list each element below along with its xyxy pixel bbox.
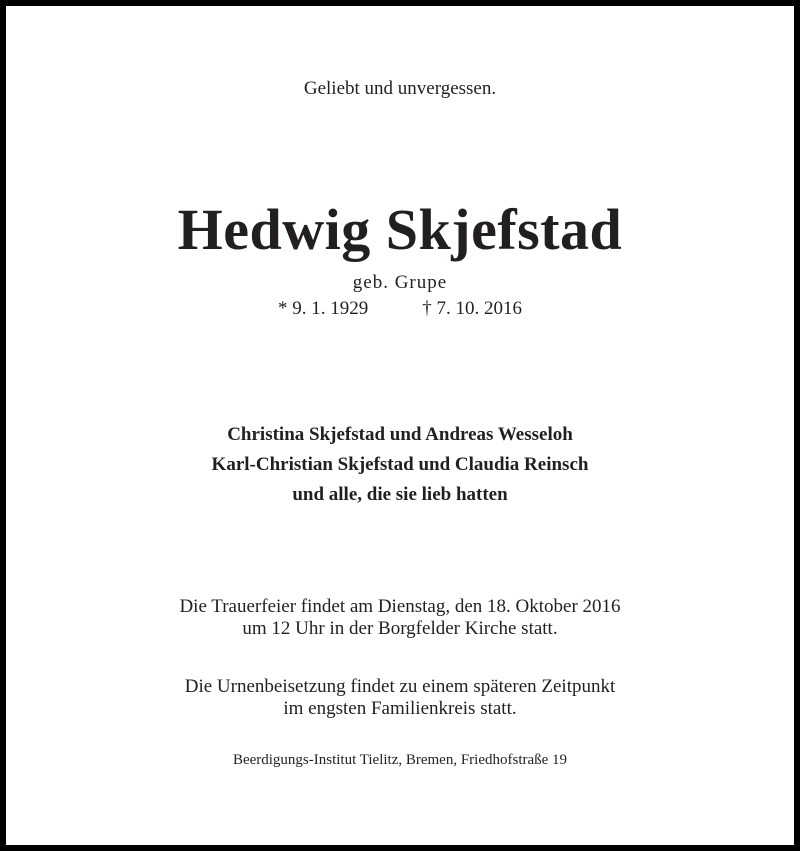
obituary-notice [6,6,794,845]
service-info [6,596,794,640]
life-dates [6,298,794,320]
maiden-name: geb. Grupe [352,272,448,293]
funeral-home: Beerdigungs-Institut Tielitz, Bremen, Friedhofstraße 19 [232,752,568,768]
motto: Geliebt und unvergessen. [303,78,497,99]
burial-line: im engsten Familienkreis statt. [283,698,517,719]
death-date: † 7. 10. 2016 [422,298,522,319]
service-line: um 12 Uhr in der Borgfelder Kirche statt. [242,618,558,639]
mourner-line: Karl-Christian Skjefstad und Claudia Reinsch [211,454,589,475]
mourner-line: Christina Skjefstad und Andreas Wesseloh [227,424,573,445]
birth-date: * 9. 1. 1929 [278,298,369,319]
service-line: Die Trauerfeier findet am Dienstag, den 18. Oktober 2016 [179,596,621,617]
mourner-line: und alle, die sie lieb hatten [292,484,508,505]
burial-info [6,676,794,720]
deceased-name: Hedwig Skjefstad [177,197,623,262]
mourners-list [6,420,794,510]
burial-line: Die Urnenbeisetzung findet zu einem späteren Zeitpunkt [184,676,616,697]
